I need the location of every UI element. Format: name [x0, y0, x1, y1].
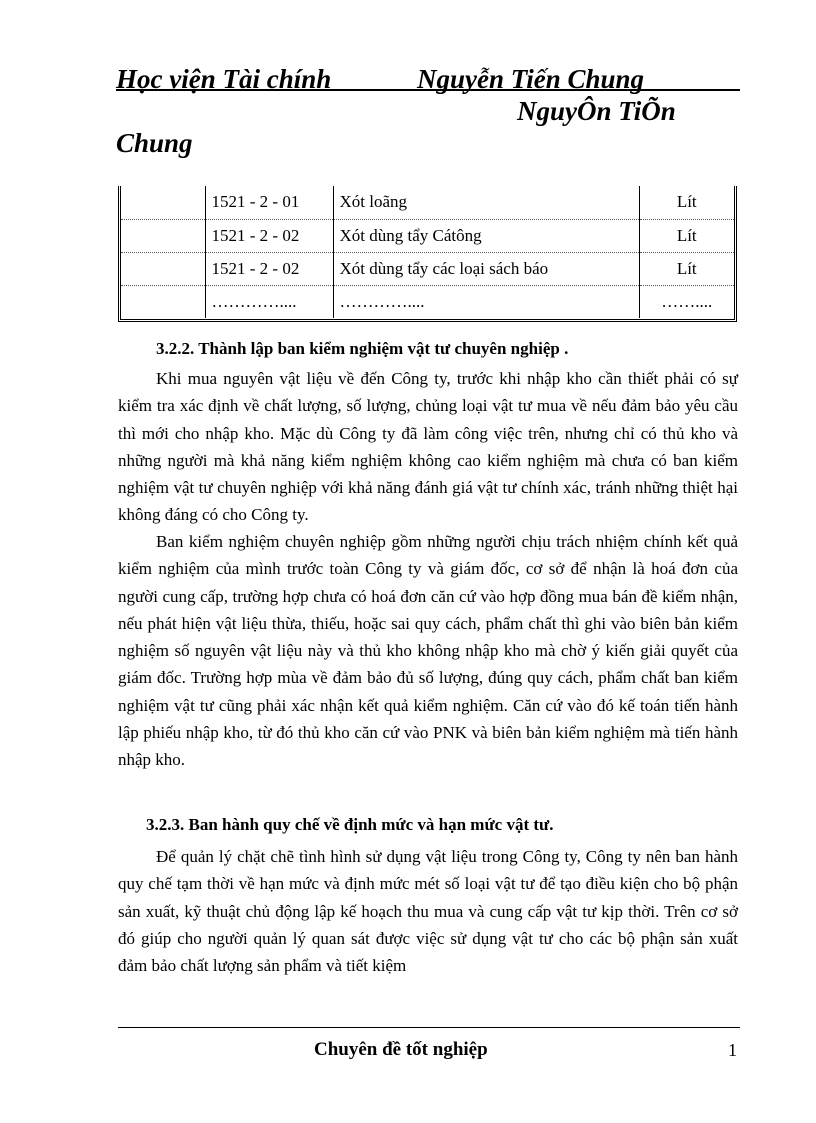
section-heading-3-2-2: 3.2.2. Thành lập ban kiểm nghiệm vật tư chuyên nghiệp . [156, 339, 569, 358]
table-cell-blank [121, 219, 205, 252]
materials-table-box [118, 186, 737, 322]
page-number: 1 [728, 1040, 737, 1060]
paragraph: Khi mua nguyên vật liệu về đến Công ty, trước khi nhập kho cần thiết phải có sự kiểm tra xác định về chất lượng, số lượng, chủng loại vật tư mua về nếu đảm bảo yêu cầu thì mới cho nhập kho. Mặc dù Công ty đã làm công việc trên, nhưng chỉ có thủ kho và những người mà khả năng kiểm nghiệm không cao kiểm nghiệm mà chưa có ban kiểm nghiệm vật tư chuyên nghiệp với khả năng đánh giá vật tư chính xác, tránh những thiệt hại không đáng có cho Công ty. [118, 369, 738, 525]
table-cell-code: 1521 - 2 - 02 [205, 252, 333, 285]
paragraph: Ban kiểm nghiệm chuyên nghiệp gồm những người chịu trách nhiệm chính kết quả kiểm nghiệm của mình trước toàn Công ty và giám đốc, cơ sở để nhận là hoá đơn của người cung cấp, trường hợp chưa có hoá đơn căn cứ vào hợp đồng mua bán đề kiểm nhận, nếu phát hiện vật liệu thừa, thiếu, hoặc sai quy cách, phẩm chất thì ghi vào biên bản kiểm nghiệm số nguyên vật liệu này và thủ kho không nhập kho mà chờ ý kiến giải quyết của giám đốc. Trường hợp mùa về đảm bảo đủ số lượng, đúng quy cách, phẩm chất ban kiểm nghiệm vật tư cũng phải xác nhận kết quả kiểm nghiệm. Căn cứ vào đó kế toán tiến hành lập phiếu nhập kho, từ đó thủ kho căn cứ vào PNK và biên bản kiểm nghiệm mà tiến hành nhập kho. [118, 532, 738, 770]
table-cell-blank [121, 252, 205, 285]
header-rule [116, 89, 740, 91]
table-cell-blank [121, 186, 205, 219]
header-author-garbled: NguyÔn TiÕn [517, 96, 676, 126]
table-cell-code: 1521 - 2 - 01 [205, 186, 333, 219]
table-cell-blank [121, 285, 205, 318]
table-cell-name: ………….... [333, 285, 639, 318]
header-institution: Học viện Tài chính [116, 64, 332, 94]
table-cell-code: 1521 - 2 - 02 [205, 219, 333, 252]
table-row [121, 219, 734, 252]
table-row [121, 186, 734, 219]
section-heading-3-2-3: 3.2.3. Ban hành quy chế về định mức và hạn mức vật tư. [146, 815, 554, 834]
table-cell-unit: …….... [639, 285, 734, 318]
table-row [121, 285, 734, 318]
table-cell-name: Xót dùng tẩy Cátông [333, 219, 639, 252]
table-cell-unit: Lít [639, 219, 734, 252]
footer-rule [118, 1027, 740, 1028]
header-author: Nguyễn Tiến Chung [417, 64, 645, 94]
header-author-garbled-wrap: Chung [116, 128, 193, 158]
materials-table [121, 186, 734, 318]
table-cell-unit: Lít [639, 186, 734, 219]
table-cell-code: ………….... [205, 285, 333, 318]
paragraph: Để quản lý chặt chẽ tình hình sử dụng vật liệu trong Công ty, Công ty nên ban hành quy chế tạm thời về hạn mức và định mức mét số loại vật tư để tạo điều kiện cho bộ phận sản xuất, kỹ thuật chủ động lập kế hoạch thu mua và cung cấp vật tư kịp thời. Trên cơ sở đó giúp cho người quản lý quan sát được việc sử dụng vật tư cho các bộ phận sản xuất đảm bảo chất lượng sản phẩm và tiết kiệm [118, 847, 738, 976]
footer-title: Chuyên đề tốt nghiệp [314, 1039, 488, 1060]
table-row [121, 252, 734, 285]
table-cell-unit: Lít [639, 252, 734, 285]
table-cell-name: Xót dùng tẩy các loại sách báo [333, 252, 639, 285]
table-cell-name: Xót loãng [333, 186, 639, 219]
